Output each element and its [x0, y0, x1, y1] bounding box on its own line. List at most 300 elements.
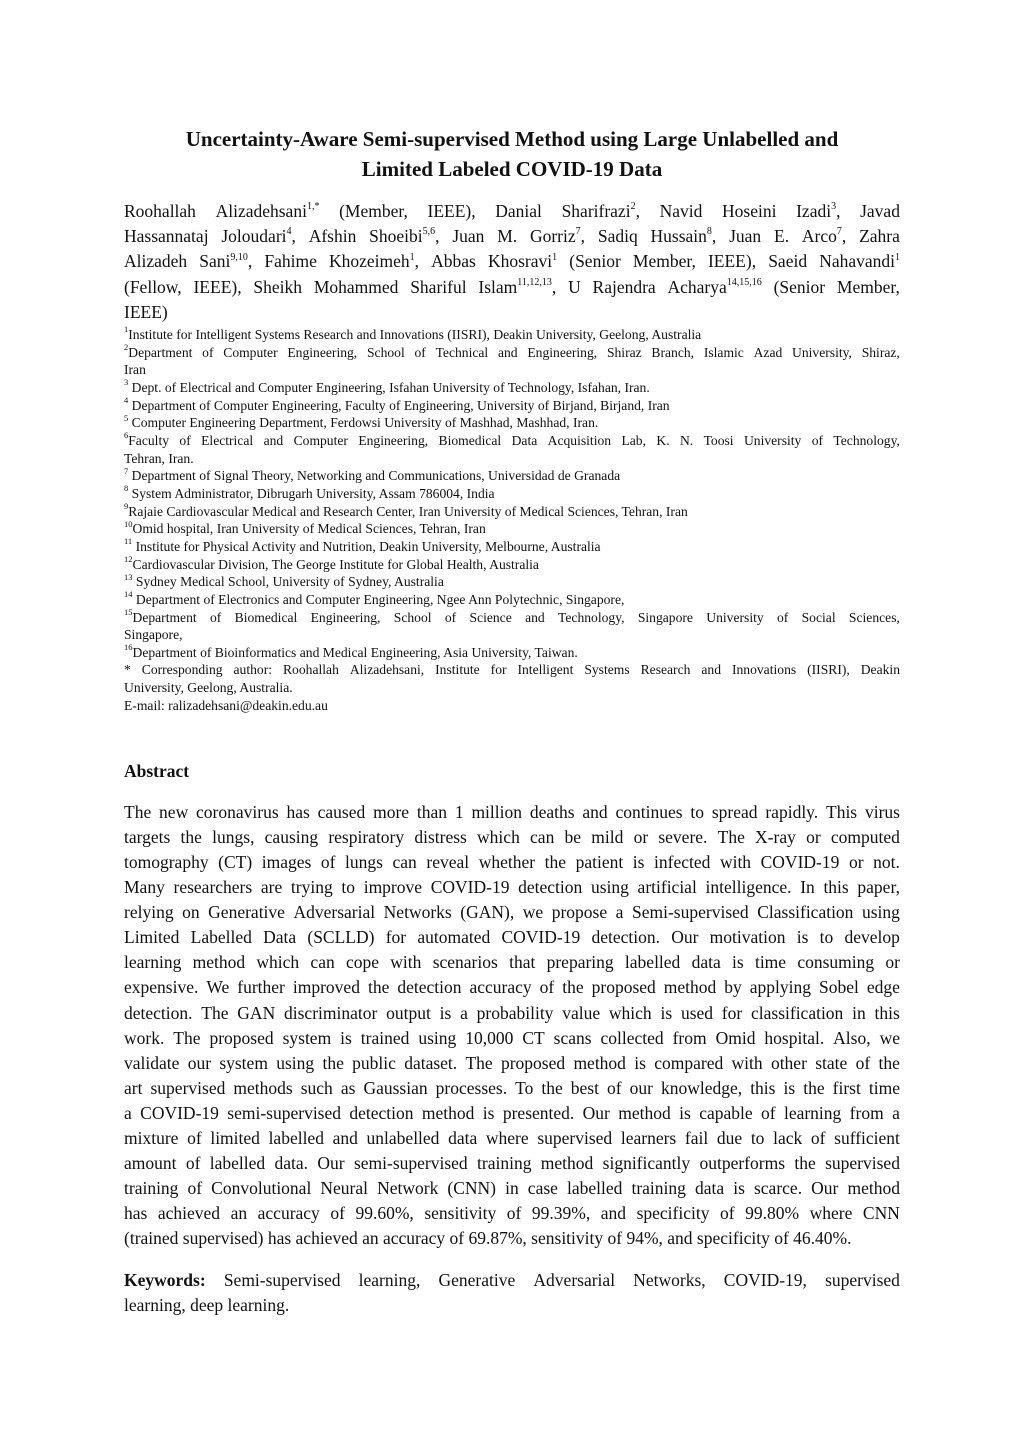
- abstract-word: significantly: [602, 1152, 691, 1173]
- abstract-word: data: [448, 1127, 478, 1148]
- abstract-word: the: [878, 1052, 900, 1073]
- abstract-word: labelled: [268, 1127, 324, 1148]
- affiliation-word: University: [743, 432, 802, 448]
- abstract-word: in: [852, 1002, 866, 1023]
- abstract-word: the: [794, 1152, 816, 1173]
- affiliation-number: 2: [124, 342, 129, 353]
- abstract-word: method: [618, 1102, 671, 1123]
- abstract-word: COVID-19: [430, 877, 510, 898]
- abstract-word: The: [173, 1027, 201, 1048]
- author-token: Sheikh: [253, 276, 303, 297]
- abstract-word: accuracy: [469, 977, 532, 998]
- abstract-word: more: [373, 802, 410, 822]
- abstract-word: the: [180, 827, 202, 848]
- abstract-word: specificity: [636, 1203, 710, 1223]
- affiliation-line: $^{11}$ Institute for Physical Activity and Nutrition, Deakin University, Melbourne, Australia: [124, 536, 601, 554]
- affiliation-line: $^4$ Department of Computer Engineering, Faculty of Engineering, University of Birjand, Birjand, Iran: [124, 395, 670, 413]
- author-superscript: 9,10: [230, 251, 248, 263]
- abstract-word: we: [522, 902, 544, 923]
- abstract-word: of: [539, 977, 555, 998]
- author-superscript: 1: [552, 251, 558, 263]
- abstract-word: to: [819, 927, 834, 948]
- abstract-word: is: [732, 952, 744, 973]
- author-line: [124, 300, 900, 325]
- abstract-word: for: [385, 927, 407, 948]
- abstract-word: COVID-19: [140, 1102, 219, 1123]
- affiliation-line: Tehran, Iran.: [124, 450, 194, 466]
- affiliation-word: $^6$Faculty: [124, 430, 170, 448]
- affiliation-word: (IISRI),: [807, 662, 850, 678]
- abstract-line: [124, 850, 900, 875]
- affiliation-line: [124, 344, 900, 362]
- author-token: Sharifrazi$^2$,: [561, 201, 640, 221]
- abstract-word: public: [352, 1052, 396, 1073]
- affiliation-word: Shiraz,: [861, 344, 900, 360]
- abstract-word: the: [562, 977, 584, 998]
- author-token: Danial: [495, 201, 542, 221]
- affiliation-word: Institute: [435, 662, 480, 678]
- author-token: Member,: [632, 251, 696, 272]
- abstract-word: to: [690, 802, 705, 822]
- author-token: Navid: [659, 201, 703, 221]
- abstract-word: labelled: [567, 1177, 623, 1198]
- affiliation-word: Data: [511, 432, 538, 448]
- abstract-word: 1: [454, 802, 464, 822]
- abstract-word: develop: [844, 927, 900, 948]
- affiliation-word: Shiraz: [606, 344, 642, 360]
- abstract-line: [124, 875, 900, 900]
- author-token: Mohammed: [313, 276, 399, 297]
- affiliation-line: $^{16}$Department of Bioinformatics and Medical Engineering, Asia University, Taiwan.: [124, 642, 578, 660]
- abstract-word: due: [716, 1127, 743, 1148]
- abstract-word: state: [815, 1052, 848, 1073]
- abstract-word: improve: [363, 877, 423, 898]
- abstract-word: of: [810, 1127, 826, 1148]
- abstract-word: Networks: [383, 902, 452, 923]
- abstract-word: fail: [684, 1127, 709, 1148]
- affiliation-number: 9: [124, 501, 129, 512]
- author-superscript: 1: [895, 251, 900, 263]
- abstract-word: is: [482, 1102, 495, 1123]
- abstract-word: detection: [518, 877, 583, 898]
- abstract-word: method: [421, 1102, 475, 1123]
- abstract-word: system: [219, 1052, 268, 1073]
- affiliation-line: Iran: [124, 362, 146, 378]
- affiliation-number: 13: [124, 571, 133, 582]
- abstract-word: Also,: [833, 1027, 871, 1048]
- abstract-word: is: [679, 1102, 691, 1123]
- keywords-block: [124, 1268, 900, 1318]
- affiliation-word: Systems: [584, 662, 630, 678]
- abstract-word: relying: [124, 902, 174, 923]
- author-token: Hussain$^8$,: [650, 226, 717, 247]
- author-token: (Member,: [339, 201, 408, 221]
- author-token: Hassannataj: [124, 226, 209, 247]
- abstract-word: that: [509, 952, 536, 973]
- abstract-word: is: [439, 1002, 452, 1023]
- affiliation-word: and: [701, 662, 722, 678]
- abstract-word: Generative: [208, 902, 285, 923]
- abstract-line: [124, 800, 900, 825]
- author-token: Abbas: [431, 251, 476, 272]
- affiliation-line: $^3$ Dept. of Electrical and Computer Engineering, Isfahan University of Technology, Isfahan, Iran.: [124, 377, 650, 395]
- abstract-word: of: [187, 1127, 202, 1148]
- abstract-word: can: [392, 852, 417, 873]
- affiliation-word: Toosi: [703, 432, 734, 448]
- abstract-word: Our: [582, 1102, 610, 1123]
- abstract-word: accuracy: [257, 1203, 320, 1223]
- abstract-word: Our: [317, 1152, 345, 1173]
- abstract-line: [124, 1201, 900, 1226]
- abstract-line: [124, 975, 900, 1000]
- abstract-word: can: [530, 827, 555, 848]
- abstract-word: supervised: [825, 1152, 900, 1173]
- affiliation-word: N.: [679, 432, 694, 448]
- affiliation-word: Engineering,: [358, 432, 429, 448]
- abstract-word: severe.: [658, 827, 708, 848]
- abstract-word: detection.: [591, 927, 660, 948]
- abstract-word: as: [340, 1077, 356, 1098]
- affiliation-word: author:: [233, 662, 273, 678]
- affiliation-word: of: [776, 609, 789, 625]
- abstract-word: continues: [615, 802, 683, 822]
- abstract-word: in: [505, 1177, 519, 1198]
- author-superscript: 1: [409, 251, 415, 263]
- abstract-word: lungs,: [212, 827, 255, 848]
- abstract-word: researchers: [173, 877, 253, 898]
- affiliation-line: University, Geelong, Australia.: [124, 680, 293, 696]
- abstract-line: [124, 1001, 900, 1026]
- abstract-word: our: [629, 1077, 653, 1098]
- affiliation-word: Engineering,: [310, 609, 381, 625]
- title-line: Limited Labeled COVID-19 Data: [361, 157, 663, 181]
- affiliation-word: Alizadehsani,: [349, 662, 425, 678]
- abstract-word: patient: [575, 852, 624, 873]
- affiliation-number: 11: [124, 536, 133, 547]
- abstract-word: or: [848, 852, 864, 873]
- abstract-word: distress: [414, 827, 467, 848]
- author-token: (Senior: [569, 251, 621, 272]
- abstract-word: probability: [476, 1002, 554, 1023]
- abstract-word: data.: [274, 1152, 309, 1173]
- author-token: U: [568, 276, 581, 297]
- abstract-word: sufficient: [834, 1127, 900, 1148]
- abstract-word: images: [261, 852, 312, 873]
- affiliation-number: 1: [124, 324, 129, 335]
- abstract-word: expensive.: [124, 977, 199, 998]
- abstract-line: [124, 1176, 900, 1201]
- abstract-word: and: [332, 1127, 358, 1148]
- author-superscript: 7: [575, 226, 581, 238]
- abstract-word: where: [485, 1127, 529, 1148]
- abstract-word: knowledge,: [660, 1077, 743, 1098]
- affiliation-word: of: [811, 432, 824, 448]
- affiliation-number: 3: [124, 377, 129, 388]
- abstract-word: method: [847, 1177, 900, 1198]
- abstract-word: hospital.: [764, 1027, 825, 1048]
- affiliation-word: Science: [469, 609, 512, 625]
- abstract-word: or: [885, 952, 900, 973]
- abstract-word: which: [608, 1002, 652, 1023]
- abstract-word: trying: [290, 877, 333, 898]
- abstract-word: the: [544, 852, 567, 873]
- abstract-word: is: [783, 1077, 796, 1098]
- affiliation-word: Roohallah: [282, 662, 339, 678]
- abstract-word: time: [868, 1077, 900, 1098]
- affiliation-word: of: [444, 609, 457, 625]
- abstract-word: we: [879, 1027, 900, 1048]
- abstract-word: X-ray: [755, 827, 796, 848]
- abstract-word: COVID-19: [501, 927, 581, 948]
- author-superscript: 3: [831, 201, 837, 213]
- abstract-word: paper,: [857, 877, 900, 898]
- abstract-word: using: [590, 877, 629, 898]
- affiliation-word: of: [209, 609, 222, 625]
- abstract-line: [124, 825, 900, 850]
- affiliation-line: $^1$Institute for Intelligent Systems Research and Innovations (IISRI), Deakin University, Geelong, Australia: [124, 324, 702, 342]
- abstract-word: first: [832, 1077, 861, 1098]
- affiliation-word: of: [202, 344, 214, 360]
- author-token: Sadiq: [597, 226, 638, 247]
- abstract-body: [124, 800, 900, 1251]
- affiliation-line: $^8$ System Administrator, Dibrugarh University, Assam 786004, India: [124, 483, 495, 501]
- abstract-word: 99.39%,: [531, 1203, 591, 1223]
- affiliation-word: for: [490, 662, 507, 678]
- abstract-word: semi-supervised: [227, 1102, 342, 1123]
- abstract-word: sensitivity: [424, 1203, 497, 1223]
- abstract-word: lack: [773, 1127, 803, 1148]
- abstract-word: The: [465, 1052, 493, 1073]
- title-line: Uncertainty-Aware Semi-supervised Method using Large Unlabelled and: [185, 127, 839, 151]
- abstract-word: unlabelled: [366, 1127, 440, 1148]
- abstract-word: classification: [750, 1002, 844, 1023]
- abstract-word: Convolutional: [211, 1177, 312, 1198]
- abstract-word: automated: [417, 927, 491, 948]
- abstract-word: Sobel: [819, 977, 859, 998]
- abstract-word: CNN: [862, 1203, 900, 1223]
- abstract-word: collected: [600, 1027, 664, 1048]
- abstract-word: artificial: [637, 877, 697, 898]
- author-superscript: 8: [706, 226, 712, 238]
- abstract-word: dataset.: [404, 1052, 458, 1073]
- affiliation-word: Sciences,: [848, 609, 900, 625]
- affiliation-word: Technology,: [558, 609, 625, 625]
- abstract-word: This: [826, 802, 858, 822]
- affiliation-word: Innovations: [731, 662, 797, 678]
- author-line: [124, 224, 900, 249]
- abstract-line: [124, 1051, 900, 1076]
- abstract-word: Data: [263, 927, 297, 948]
- affiliation-line: [124, 661, 900, 679]
- affiliation-word: Research: [640, 662, 691, 678]
- abstract-word: method: [573, 1052, 626, 1073]
- author-superscript: 5,6: [422, 226, 436, 238]
- affiliation-number: 10: [124, 518, 133, 529]
- keywords-word: COVID-19,: [723, 1270, 807, 1290]
- abstract-word: discriminator: [284, 1002, 378, 1023]
- affiliation-number: 5: [124, 412, 129, 423]
- abstract-word: other: [770, 1052, 807, 1073]
- abstract-word: virus: [864, 802, 900, 822]
- abstract-word: of: [855, 1052, 871, 1073]
- affiliation-word: Computer: [223, 344, 278, 360]
- abstract-word: time: [754, 952, 787, 973]
- abstract-word: the: [367, 977, 390, 998]
- abstract-word: The: [717, 827, 745, 848]
- abstract-line: [124, 950, 900, 975]
- affiliation-word: University: [706, 609, 764, 625]
- author-token: Alizadeh: [124, 251, 188, 272]
- affiliation-word: Branch,: [651, 344, 695, 360]
- affiliation-word: $^2$Department: [124, 342, 193, 360]
- keywords-line: [124, 1268, 900, 1293]
- affiliation-line: [124, 432, 900, 450]
- abstract-word: from: [849, 1102, 884, 1123]
- abstract-word: methods: [233, 1077, 293, 1098]
- affiliation-word: School: [366, 344, 405, 360]
- abstract-word: detection.: [124, 1002, 193, 1023]
- abstract-word: using: [276, 1052, 315, 1073]
- abstract-word: causing: [264, 827, 319, 848]
- abstract-word: presented.: [502, 1102, 575, 1123]
- affiliation-word: Singapore: [637, 609, 693, 625]
- author-token: Sani$^{9,10}$,: [199, 251, 253, 272]
- affiliation-word: Biomedical: [438, 432, 502, 448]
- abstract-word: be: [564, 827, 582, 848]
- abstract-word: case: [527, 1177, 558, 1198]
- abstract-word: infected: [654, 852, 711, 873]
- author-token: Javad: [860, 201, 900, 221]
- affiliation-number: 4: [124, 395, 129, 406]
- affiliation-word: Engineering,: [287, 344, 358, 360]
- affiliation-word: and: [497, 344, 518, 360]
- abstract-word: supervised: [150, 1077, 226, 1098]
- abstract-word: 99.80%: [745, 1203, 800, 1223]
- affiliation-number: 16: [124, 642, 133, 653]
- abstract-word: targets: [124, 827, 171, 848]
- abstract-word: system: [282, 1027, 332, 1048]
- abstract-word: edge: [866, 977, 900, 998]
- abstract-word: caused: [317, 802, 366, 822]
- abstract-line: [124, 1026, 900, 1051]
- affiliation-word: Engineering,: [527, 344, 598, 360]
- abstract-line: [124, 1126, 900, 1151]
- abstract-word: of: [761, 1102, 776, 1123]
- abstract-word: such: [300, 1077, 333, 1098]
- abstract-word: of: [506, 1203, 522, 1223]
- abstract-word: Neural: [320, 1177, 369, 1198]
- author-token: IEEE),: [427, 201, 476, 221]
- author-token: Roohallah: [124, 201, 196, 221]
- abstract-word: proposed: [500, 1052, 566, 1073]
- abstract-word: labelled: [624, 952, 681, 973]
- abstract-word: has: [124, 1203, 148, 1223]
- author-token: Joloudari$^4$,: [221, 226, 296, 247]
- author-token: E.: [774, 226, 790, 247]
- keywords-word: Networks,: [633, 1270, 706, 1290]
- keywords-text: learning, deep learning.: [124, 1295, 290, 1315]
- abstract-word: scarce.: [753, 1177, 803, 1198]
- abstract-word: trained: [360, 1027, 410, 1048]
- author-superscript: 4: [286, 226, 292, 238]
- abstract-word: deaths: [529, 802, 575, 822]
- author-superscript: 14,15,16: [726, 276, 762, 288]
- abstract-word: In: [800, 877, 815, 898]
- abstract-word: art: [124, 1077, 143, 1098]
- affiliation-word: and: [525, 609, 545, 625]
- author-line: [124, 199, 900, 224]
- affiliation-line: $^{14}$ Department of Electronics and Computer Engineering, Ngee Ann Polytechnic, Singapore,: [124, 589, 625, 607]
- affiliation-word: of: [179, 432, 191, 448]
- author-token: Gorriz$^7$,: [529, 226, 586, 247]
- abstract-word: limited: [210, 1127, 260, 1148]
- author-token: IEEE): [124, 301, 168, 322]
- affiliation-line: $^5$ Computer Engineering Department, Ferdowsi University of Mashhad, Mashhad, Iran.: [124, 412, 599, 431]
- abstract-word: or: [633, 827, 649, 848]
- abstract-word: or: [806, 827, 821, 848]
- affiliation-line: $^7$ Department of Signal Theory, Networking and Communications, Universidad de Granada: [124, 465, 621, 484]
- abstract-word: using: [861, 902, 900, 923]
- abstract-word: To: [515, 1077, 534, 1098]
- abstract-word: COVID-19: [760, 852, 840, 873]
- abstract-word: with: [731, 1052, 763, 1073]
- abstract-word: using: [418, 1027, 457, 1048]
- author-token: Juan: [452, 226, 485, 247]
- abstract-word: compared: [654, 1052, 724, 1073]
- author-token: IEEE),: [193, 276, 242, 297]
- abstract-word: Network: [377, 1177, 439, 1198]
- author-token: Fahime: [264, 251, 317, 272]
- author-token: Juan: [729, 226, 762, 247]
- abstract-word: processes.: [435, 1077, 508, 1098]
- author-token: Zahra: [859, 226, 900, 247]
- abstract-word: value: [562, 1002, 601, 1023]
- abstract-word: propose: [551, 902, 608, 923]
- affiliation-line: Singapore,: [124, 627, 183, 643]
- abstract-word: work.: [124, 1027, 165, 1048]
- abstract-word: capable: [699, 1102, 753, 1123]
- affiliation-word: and: [263, 432, 284, 448]
- affiliation-word: *: [124, 662, 131, 678]
- abstract-word: method: [540, 1152, 594, 1173]
- abstract-word: output: [386, 1002, 431, 1023]
- author-superscript: 1,*: [306, 201, 320, 213]
- affiliation-number: 8: [124, 483, 129, 494]
- keywords-word: learning,: [358, 1270, 421, 1290]
- paper-title: [124, 124, 900, 184]
- abstract-word: and: [582, 802, 608, 822]
- author-token: Hoseini: [722, 201, 777, 221]
- affiliation-number: 14: [124, 589, 133, 600]
- abstract-word: for: [721, 1002, 743, 1023]
- keywords-word: supervised: [825, 1270, 900, 1290]
- abstract-word: reveal: [426, 852, 470, 873]
- abstract-word: GAN: [237, 1002, 276, 1023]
- author-token: Izadi$^3$,: [796, 201, 841, 221]
- author-line: [124, 249, 900, 274]
- affiliation-word: Acquisition: [547, 432, 612, 448]
- abstract-word: consuming: [797, 952, 875, 973]
- affiliation-line: [124, 606, 900, 627]
- abstract-word: intelligence.: [705, 877, 792, 898]
- abstract-word: tomography: [124, 852, 209, 873]
- abstract-word: proposed: [209, 1027, 274, 1048]
- abstract-word: from: [672, 1027, 707, 1048]
- author-token: Khozeimeh$^1$,: [329, 251, 420, 272]
- affiliation-list: [124, 326, 900, 714]
- abstract-word: with: [390, 952, 422, 973]
- affiliation-word: University,: [792, 344, 852, 360]
